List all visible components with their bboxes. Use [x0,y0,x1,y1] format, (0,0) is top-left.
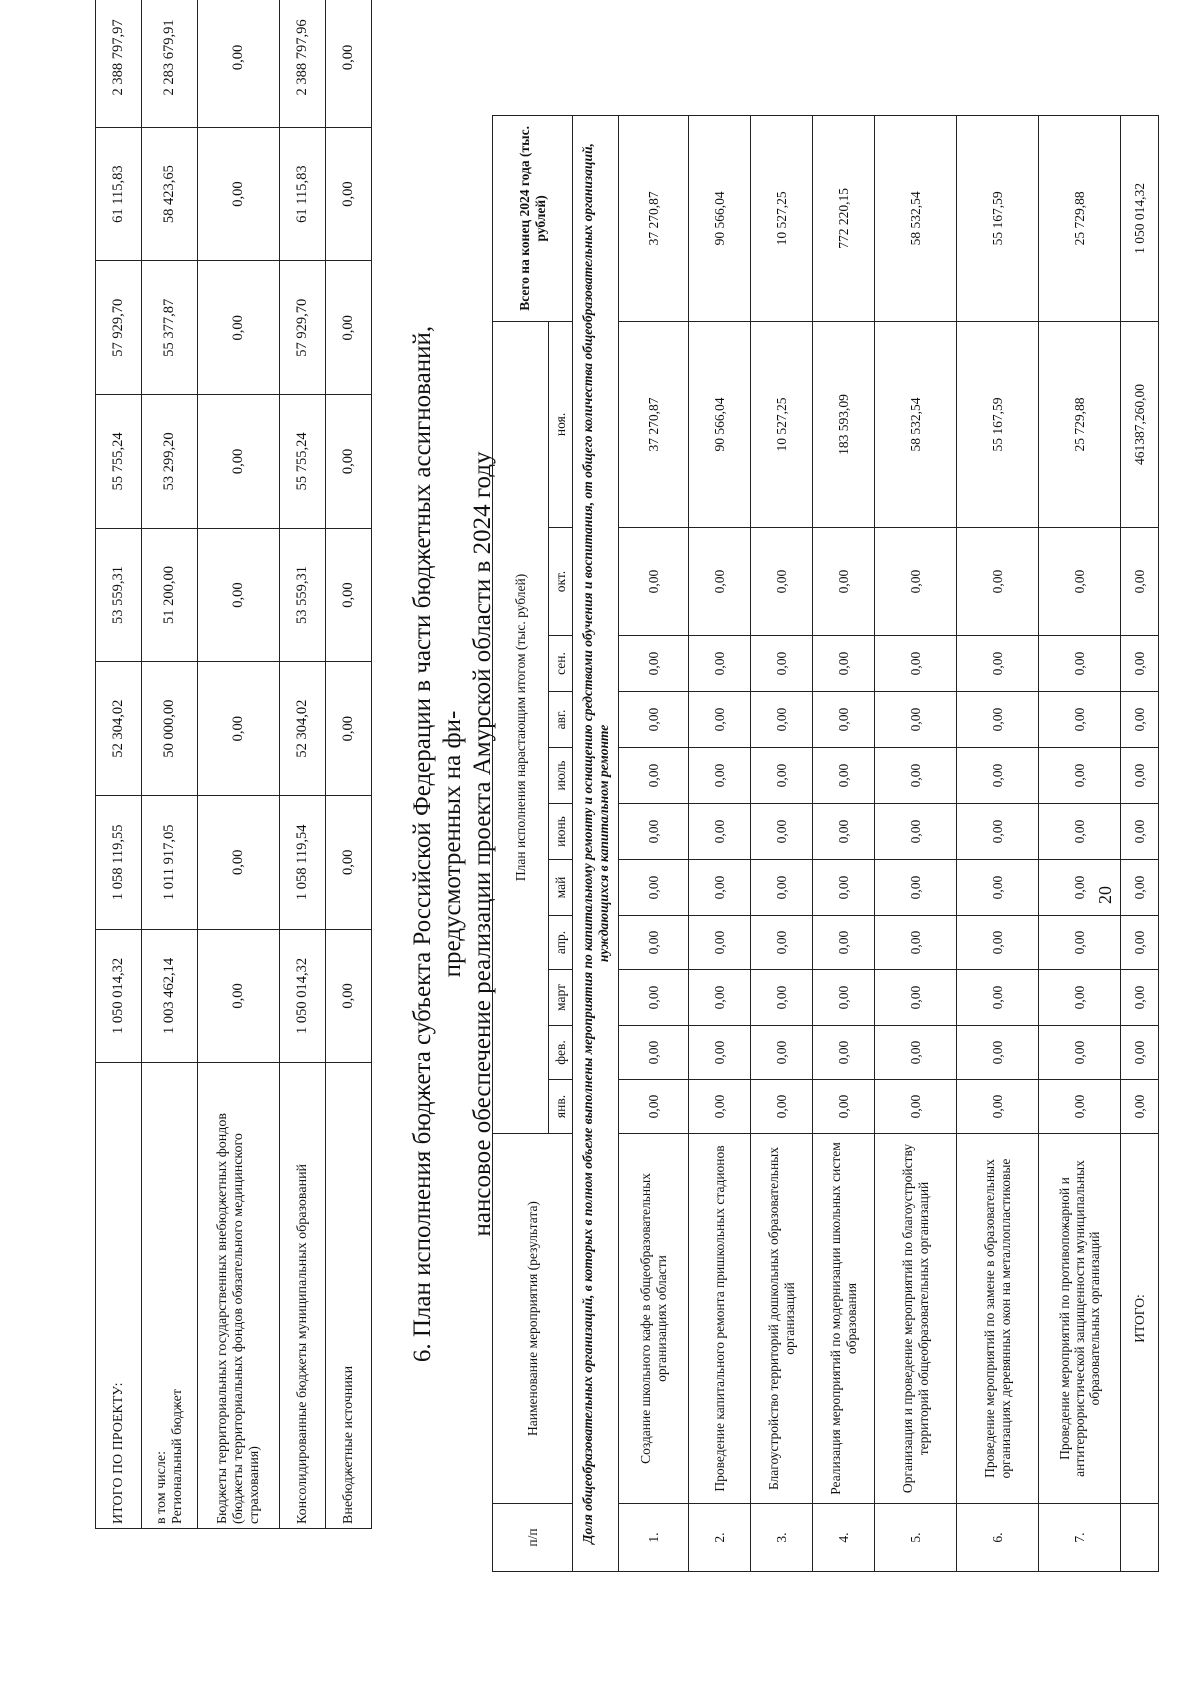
plan-month-value: 0,00 [751,1080,813,1134]
summary-value: 0,00 [198,127,280,261]
plan-month-value: 37 270,87 [619,321,689,527]
summary-value: 1 003 462,14 [142,929,198,1063]
plan-row [875,115,957,1571]
plan-total-row [1121,115,1159,1571]
plan-month-value: 0,00 [875,692,957,748]
plan-total-value: 1 050 014,32 [1121,115,1159,321]
plan-month-value: 25 729,88 [1039,321,1121,527]
month-header: март [549,970,573,1026]
summary-value: 52 304,02 [280,662,326,796]
plan-month-value: 0,00 [689,692,751,748]
plan-month-value: 0,00 [689,916,751,970]
header-total: Всего на конец 2024 года (тыс. рублей) [493,115,573,321]
summary-value: 58 423,65 [142,127,198,261]
summary-value: 57 929,70 [96,261,142,395]
plan-month-value: 0,00 [813,804,875,860]
plan-month-value: 0,00 [1039,1026,1121,1080]
plan-month-value: 0,00 [751,528,813,636]
plan-total-month-value: 0,00 [1121,970,1159,1026]
budget-plan-table [492,115,1159,1572]
plan-row-name: Проведение мероприятий по замене в образовательных организациях деревянных окон на металлопластиковые [957,1134,1039,1504]
plan-row-total: 25 729,88 [1039,115,1121,321]
section-title-line1: 6. План исполнения бюджета субъекта Российской Федерации в части бюджетных ассигнований, предусмотренных на фи- [409,325,466,1363]
plan-month-value: 0,00 [1039,748,1121,804]
summary-value: 0,00 [326,795,372,929]
plan-month-value: 0,00 [689,970,751,1026]
plan-month-value: 0,00 [1039,1080,1121,1134]
plan-month-value: 0,00 [1039,860,1121,916]
plan-month-value: 0,00 [1039,970,1121,1026]
plan-row-total: 10 527,25 [751,115,813,321]
summary-value: 0,00 [198,795,280,929]
plan-month-value: 0,00 [751,636,813,692]
plan-month-value: 0,00 [1039,528,1121,636]
plan-month-value: 183 593,09 [813,321,875,527]
summary-row [198,0,280,1529]
summary-value: 0,00 [198,528,280,662]
header-num: п/п [493,1504,573,1572]
plan-row [957,115,1039,1571]
plan-month-value: 10 527,25 [751,321,813,527]
summary-row-label [142,1063,198,1529]
summary-row [142,0,198,1529]
plan-month-value: 0,00 [751,970,813,1026]
plan-month-value: 0,00 [1039,916,1121,970]
plan-month-value: 0,00 [751,692,813,748]
month-header: сен. [549,636,573,692]
plan-row [619,115,689,1571]
plan-month-value: 0,00 [813,860,875,916]
plan-month-value: 0,00 [619,860,689,916]
plan-month-value: 0,00 [875,860,957,916]
plan-row-num: 3. [751,1504,813,1572]
plan-month-value: 0,00 [957,748,1039,804]
summary-row-label: Консолидированные бюджеты муниципальных образований [280,1063,326,1529]
summary-row [96,0,142,1529]
plan-row-total: 37 270,87 [619,115,689,321]
summary-value: 1 050 014,32 [96,929,142,1063]
page-number: 20 [1095,886,1115,904]
month-header: июль [549,748,573,804]
summary-label-line2: Региональный бюджет [169,1389,185,1524]
plan-month-value: 0,00 [957,1080,1039,1134]
plan-month-value: 0,00 [875,970,957,1026]
plan-month-value: 0,00 [875,804,957,860]
section-title-line2: нансовое обеспечение реализации проекта Амурской области в 2024 году [469,451,496,1237]
summary-value: 55 755,24 [96,395,142,529]
plan-month-value: 0,00 [751,748,813,804]
plan-month-value: 0,00 [689,748,751,804]
plan-row-name: Проведение мероприятий по противопожарной и антитеррористической защищенности муниципальных образовательных организаций [1039,1134,1121,1504]
summary-value: 0,00 [198,662,280,796]
summary-value: 0,00 [326,127,372,261]
summary-value: 1 058 119,55 [96,795,142,929]
plan-month-value: 0,00 [957,916,1039,970]
summary-value: 0,00 [326,929,372,1063]
plan-total-month-value: 0,00 [1121,692,1159,748]
plan-month-value: 0,00 [813,528,875,636]
summary-value: 61 115,83 [96,127,142,261]
plan-total-month-value: 0,00 [1121,860,1159,916]
plan-month-value: 0,00 [619,970,689,1026]
plan-month-value: 90 566,04 [689,321,751,527]
plan-total-month-value: 0,00 [1121,748,1159,804]
plan-row-total: 772 220,15 [813,115,875,321]
plan-month-value: 0,00 [813,636,875,692]
header-plan: План исполнения нарастающим итогом (тыс. рублей) [493,321,549,1133]
plan-month-value: 0,00 [689,1080,751,1134]
plan-month-value: 0,00 [619,1026,689,1080]
plan-month-value: 55 167,59 [957,321,1039,527]
plan-month-value: 0,00 [957,528,1039,636]
summary-value: 57 929,70 [280,261,326,395]
plan-month-value: 0,00 [1039,804,1121,860]
plan-row [813,115,875,1571]
summary-value: 0,00 [326,261,372,395]
summary-value: 0,00 [326,395,372,529]
month-header: май [549,860,573,916]
plan-month-value: 0,00 [751,1026,813,1080]
summary-value: 0,00 [326,0,372,127]
plan-month-value: 58 532,54 [875,321,957,527]
plan-row-total: 90 566,04 [689,115,751,321]
plan-total-label: ИТОГО: [1121,1134,1159,1504]
plan-row-name: Реализация мероприятий по модернизации школьных систем образования [813,1134,875,1504]
plan-month-value: 0,00 [751,860,813,916]
plan-row-name: Проведение капитального ремонта пришкольных стадионов [689,1134,751,1504]
plan-month-value: 0,00 [957,804,1039,860]
plan-month-value: 0,00 [813,692,875,748]
summary-value: 55 755,24 [280,395,326,529]
plan-month-value: 0,00 [1039,636,1121,692]
plan-month-value: 0,00 [813,970,875,1026]
plan-row [751,115,813,1571]
plan-row-num: 1. [619,1504,689,1572]
plan-total-month-value: 0,00 [1121,1080,1159,1134]
plan-month-value: 0,00 [957,1026,1039,1080]
plan-row-name: Создание школьного кафе в общеобразовательных организациях области [619,1134,689,1504]
plan-row-num: 4. [813,1504,875,1572]
plan-month-value: 0,00 [875,748,957,804]
plan-month-value: 0,00 [957,636,1039,692]
summary-value: 51 200,00 [142,528,198,662]
plan-month-value: 0,00 [689,804,751,860]
plan-month-value: 0,00 [689,636,751,692]
plan-month-value: 0,00 [751,804,813,860]
plan-month-value: 0,00 [689,860,751,916]
plan-total-month-value: 0,00 [1121,636,1159,692]
plan-month-value: 0,00 [813,748,875,804]
plan-month-value: 0,00 [875,1026,957,1080]
summary-value: 61 115,83 [280,127,326,261]
plan-month-value: 0,00 [619,804,689,860]
plan-month-value: 0,00 [813,916,875,970]
summary-value: 53 559,31 [96,528,142,662]
plan-total-month-value: 0,00 [1121,1026,1159,1080]
month-header: июнь [549,804,573,860]
plan-month-value: 0,00 [1039,692,1121,748]
plan-row-total: 58 532,54 [875,115,957,321]
summary-value: 0,00 [326,662,372,796]
summary-value: 0,00 [198,0,280,127]
plan-row [689,115,751,1571]
summary-value: 0,00 [198,395,280,529]
summary-value: 0,00 [326,528,372,662]
summary-value: 52 304,02 [96,662,142,796]
summary-label-line1: в том числе: [153,1451,169,1524]
section-title [408,269,498,1419]
summary-value: 1 050 014,32 [280,929,326,1063]
month-header: фев. [549,1026,573,1080]
plan-month-value: 0,00 [619,916,689,970]
plan-month-value: 0,00 [957,860,1039,916]
plan-month-value: 0,00 [875,916,957,970]
plan-month-value: 0,00 [875,636,957,692]
summary-value: 50 000,00 [142,662,198,796]
plan-row-num: 5. [875,1504,957,1572]
month-header: янв. [549,1080,573,1134]
summary-value: 2 388 797,97 [96,0,142,127]
plan-row-num: 2. [689,1504,751,1572]
summary-row-label: Внебюджетные источники [326,1063,372,1529]
summary-row-label: ИТОГО ПО ПРОЕКТУ: [96,1063,142,1529]
summary-value: 2 388 797,96 [280,0,326,127]
plan-month-value: 0,00 [689,528,751,636]
plan-month-value: 0,00 [957,970,1039,1026]
month-header: апр. [549,916,573,970]
summary-value: 1 011 917,05 [142,795,198,929]
plan-total-month-value: 0,00 [1121,916,1159,970]
budget-plan-body [573,115,1159,1571]
month-header: авг. [549,692,573,748]
summary-value: 0,00 [198,929,280,1063]
summary-value: 0,00 [198,261,280,395]
funding-summary-body [96,0,372,1529]
plan-month-value: 0,00 [875,528,957,636]
summary-value: 53 559,31 [280,528,326,662]
plan-total-num [1121,1504,1159,1572]
funding-summary-table [95,0,372,1529]
month-header: ноя. [549,321,573,527]
summary-value: 2 283 679,91 [142,0,198,127]
plan-month-value: 0,00 [957,692,1039,748]
plan-total-month-value: 0,00 [1121,804,1159,860]
plan-month-value: 0,00 [619,1080,689,1134]
summary-row [280,0,326,1529]
summary-value: 55 377,87 [142,261,198,395]
plan-row-num: 6. [957,1504,1039,1572]
plan-month-value: 0,00 [619,748,689,804]
plan-month-value: 0,00 [619,528,689,636]
summary-value: 53 299,20 [142,395,198,529]
plan-total-month-value: 0,00 [1121,528,1159,636]
goal-row: Доля общеобразовательных организаций, в которых в полном объеме выполнены мероприятия по капитальному ремонту и оснащению средствами обучения и воспитания, от общего количества общеобразовательных организаций, нуждающихся в капитальном ремонте [573,115,619,1571]
plan-total-month-value: 461387,260,00 [1121,321,1159,527]
plan-row-name: Организация и проведение мероприятий по благоустройству территорий общеобразовательных организаций [875,1134,957,1504]
plan-row [1039,115,1121,1571]
plan-month-value: 0,00 [619,692,689,748]
plan-month-value: 0,00 [875,1080,957,1134]
plan-month-value: 0,00 [751,916,813,970]
month-header: окт. [549,528,573,636]
plan-row-num: 7. [1039,1504,1121,1572]
summary-row [326,0,372,1529]
header-name: Наименование мероприятия (результата) [493,1134,573,1504]
plan-month-value: 0,00 [689,1026,751,1080]
plan-month-value: 0,00 [813,1080,875,1134]
plan-month-value: 0,00 [813,1026,875,1080]
plan-row-name: Благоустройство территорий дошкольных образовательных организаций [751,1134,813,1504]
plan-row-total: 55 167,59 [957,115,1039,321]
summary-value: 1 058 119,54 [280,795,326,929]
summary-row-label: Бюджеты территориальных государственных внебюджетных фондов (бюджеты территориальных фондов обязательного медицинского страхования) [198,1063,280,1529]
plan-month-value: 0,00 [619,636,689,692]
